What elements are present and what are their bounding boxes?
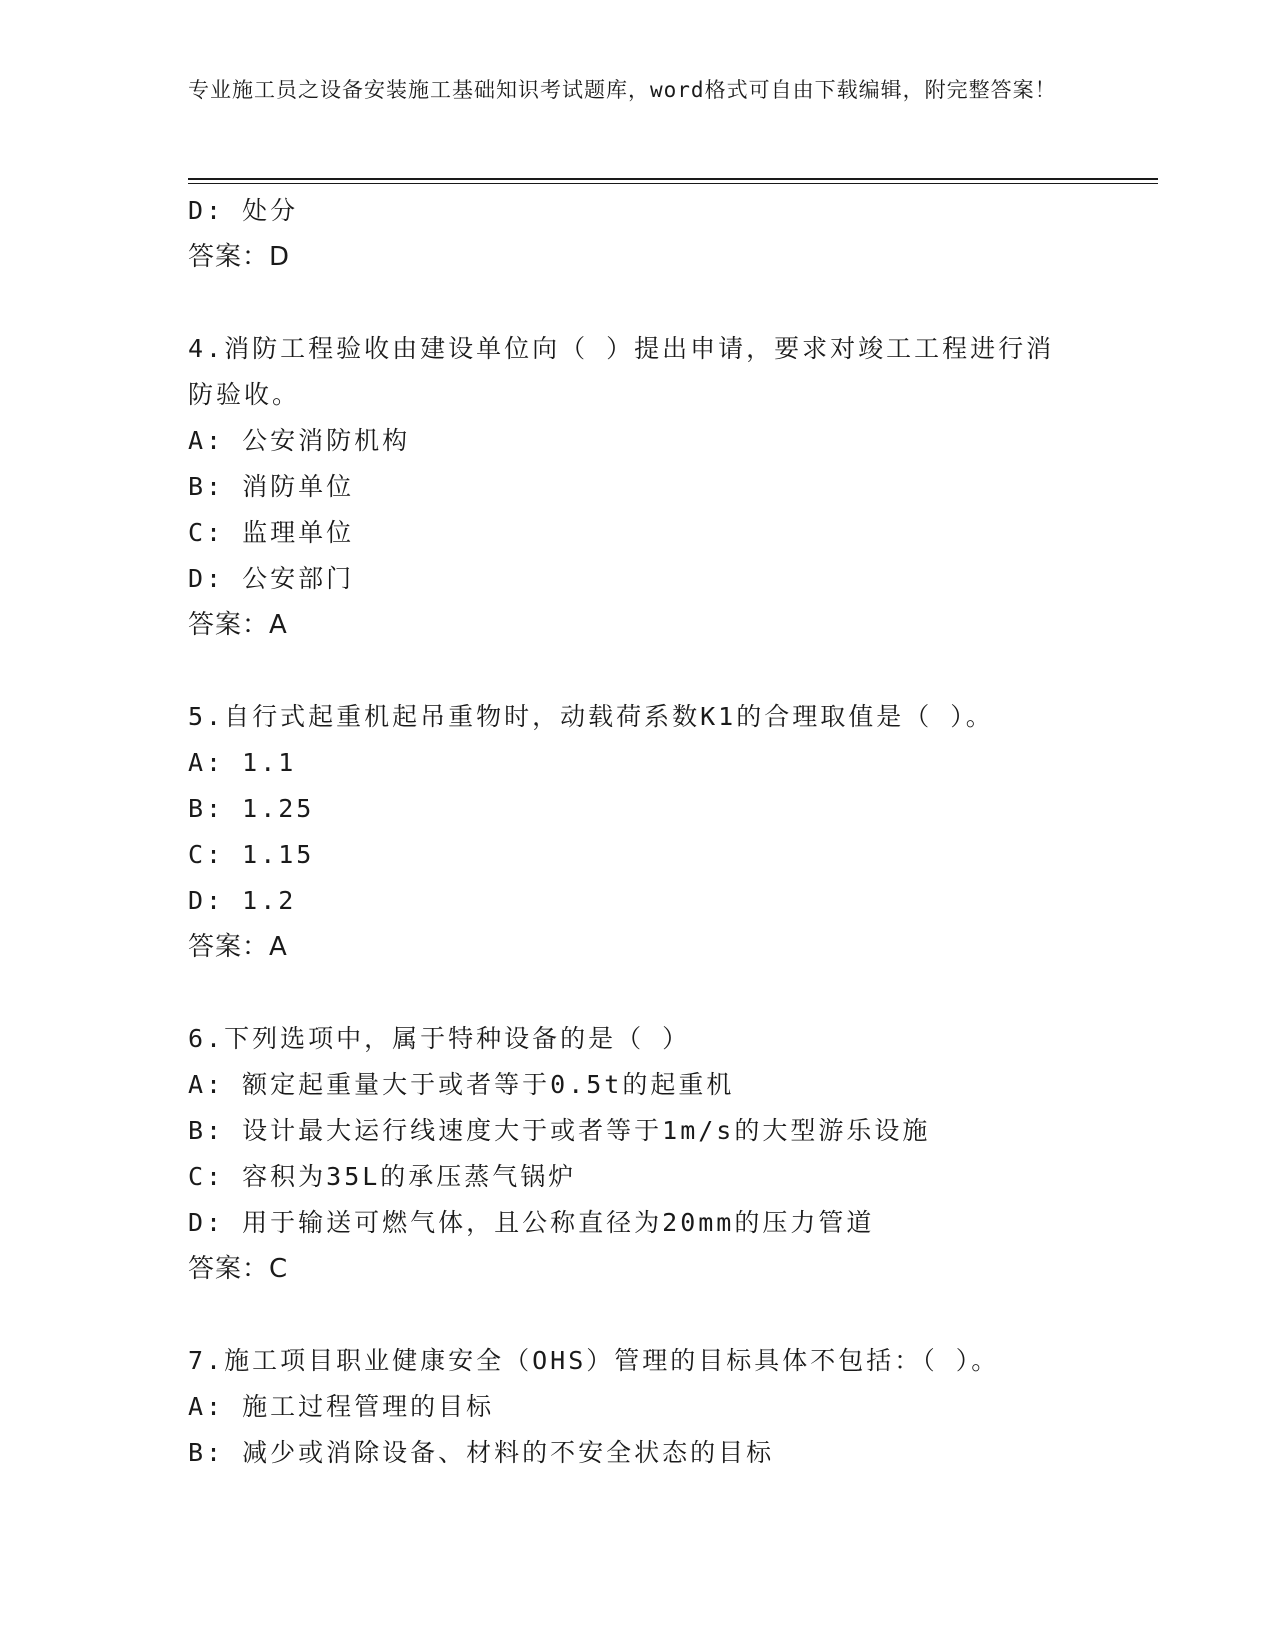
question-4: [188, 326, 1158, 648]
option-c: C: 容积为35L的承压蒸气锅炉: [188, 1162, 577, 1191]
option-b: B: 1.25: [188, 794, 315, 823]
header-rule-thin: [188, 183, 1158, 184]
option-c: C: 1.15: [188, 840, 315, 869]
question-text: 5.自行式起重机起吊重物时，动载荷系数K1的合理取值是（ ）。: [188, 702, 994, 731]
question-6: [188, 1016, 1158, 1292]
option-b: B: 减少或消除设备、材料的不安全状态的目标: [188, 1438, 775, 1467]
page-header: 专业施工员之设备安装施工基础知识考试题库，word格式可自由下载编辑，附完整答案！: [188, 78, 1057, 102]
answer: 答案：A: [188, 932, 288, 962]
header-rule-thick: [188, 178, 1158, 180]
question-7: [188, 1338, 1158, 1476]
question-text: 6.下列选项中，属于特种设备的是（ ）: [188, 1024, 691, 1053]
prev-option-d: D: 处分: [188, 196, 299, 225]
answer: 答案：A: [188, 610, 288, 640]
option-b: B: 设计最大运行线速度大于或者等于1m/s的大型游乐设施: [188, 1116, 931, 1145]
option-c: C: 监理单位: [188, 518, 355, 547]
question-5: [188, 694, 1158, 970]
option-d: D: 1.2: [188, 886, 297, 915]
option-b: B: 消防单位: [188, 472, 355, 501]
question-text: 4.消防工程验收由建设单位向（ ）提出申请，要求对竣工工程进行消防验收。: [188, 334, 1055, 409]
document-content: [188, 188, 1158, 1476]
option-d: D: 用于输送可燃气体，且公称直径为20mm的压力管道: [188, 1208, 875, 1237]
prev-answer: 答案：D: [188, 242, 291, 272]
question-text: 7.施工项目职业健康安全（OHS）管理的目标具体不包括：（ ）。: [188, 1346, 1000, 1375]
option-a: A: 1.1: [188, 748, 297, 777]
option-d: D: 公安部门: [188, 564, 355, 593]
option-a: A: 公安消防机构: [188, 426, 411, 455]
answer: 答案：C: [188, 1254, 289, 1284]
option-a: A: 额定起重量大于或者等于0.5t的起重机: [188, 1070, 735, 1099]
option-a: A: 施工过程管理的目标: [188, 1392, 495, 1421]
